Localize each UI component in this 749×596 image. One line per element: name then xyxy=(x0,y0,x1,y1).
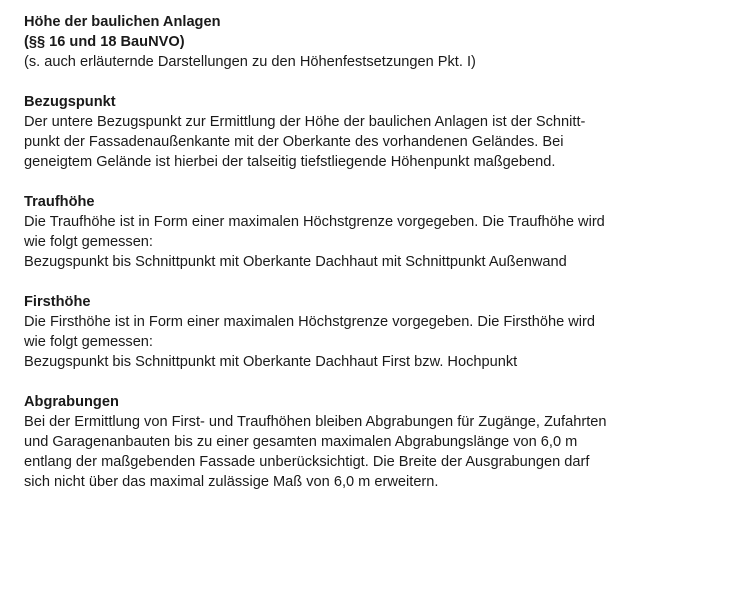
header-block xyxy=(24,12,740,72)
title-note: (s. auch erläuternde Darstellungen zu den Höhenfestsetzungen Pkt. I) xyxy=(24,54,476,70)
paragraph-line: Bezugspunkt bis Schnittpunkt mit Oberkante Dachhaut First bzw. Hochpunkt xyxy=(24,354,518,370)
paragraph-line: wie folgt gemessen: xyxy=(24,334,153,350)
section-heading: Firsthöhe xyxy=(24,294,91,310)
document-page xyxy=(24,12,740,492)
paragraph-line: Bei der Ermittlung von First- und Traufhöhen bleiben Abgrabungen für Zugänge, Zufahrten xyxy=(24,414,607,430)
paragraph-line: Die Firsthöhe ist in Form einer maximalen Höchstgrenze vorgegeben. Die Firsthöhe wird xyxy=(24,314,596,330)
section-heading: Abgrabungen xyxy=(24,394,119,410)
paragraph-line: geneigtem Gelände ist hierbei der talseitig tiefstliegende Höhenpunkt maßgebend. xyxy=(24,154,556,170)
paragraph-line: und Garagenanbauten bis zu einer gesamten maximalen Abgrabungslänge von 6,0 m xyxy=(24,434,578,450)
title-line-1: Höhe der baulichen Anlagen xyxy=(24,14,221,30)
paragraph-line: punkt der Fassadenaußenkante mit der Oberkante des vorhandenen Geländes. Bei xyxy=(24,134,564,150)
section-traufhoehe xyxy=(24,192,740,272)
paragraph-line: Der untere Bezugspunkt zur Ermittlung der Höhe der baulichen Anlagen ist der Schnitt- xyxy=(24,114,586,130)
paragraph-line: Die Traufhöhe ist in Form einer maximalen Höchstgrenze vorgegeben. Die Traufhöhe wird xyxy=(24,214,605,230)
section-heading: Traufhöhe xyxy=(24,194,95,210)
section-bezugspunkt xyxy=(24,92,740,172)
section-heading: Bezugspunkt xyxy=(24,94,116,110)
paragraph-line: sich nicht über das maximal zulässige Maß von 6,0 m erweitern. xyxy=(24,474,439,490)
paragraph-line: wie folgt gemessen: xyxy=(24,234,153,250)
section-firsthoehe xyxy=(24,292,740,372)
paragraph-line: entlang der maßgebenden Fassade unberücksichtigt. Die Breite der Ausgrabungen darf xyxy=(24,454,590,470)
paragraph-line: Bezugspunkt bis Schnittpunkt mit Oberkante Dachhaut mit Schnittpunkt Außenwand xyxy=(24,254,567,270)
section-abgrabungen xyxy=(24,392,740,492)
title-line-2: (§§ 16 und 18 BauNVO) xyxy=(24,34,185,50)
